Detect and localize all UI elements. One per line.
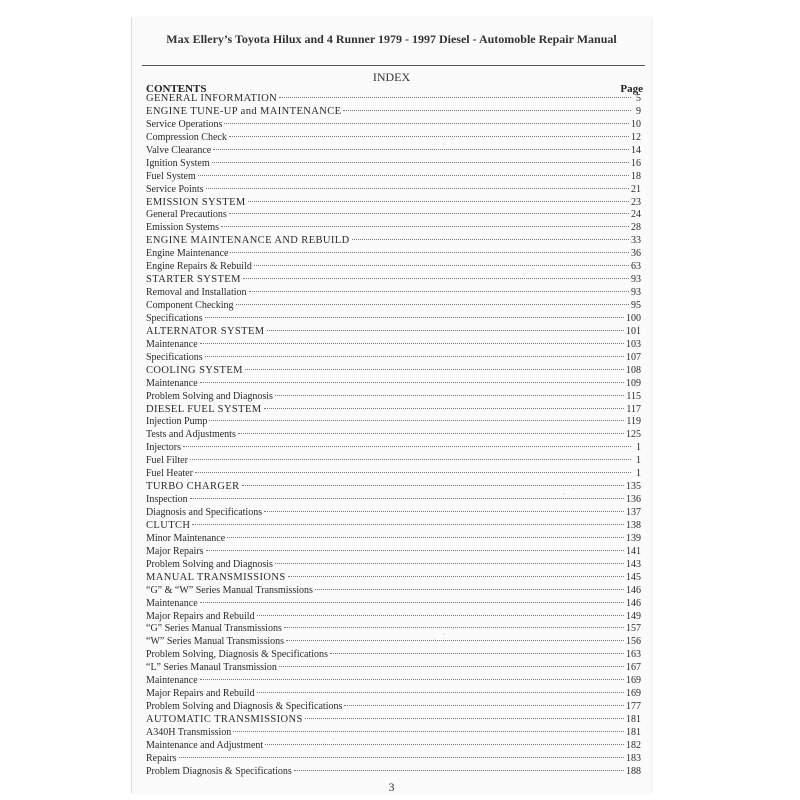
toc-entry-page: 145 xyxy=(626,571,641,583)
toc-entry-row xyxy=(146,416,641,429)
toc-entry-row xyxy=(146,649,641,662)
toc-entry-label: General Precautions xyxy=(146,209,227,221)
toc-entry-page: 16 xyxy=(631,157,641,169)
toc-entry-label: Repairs xyxy=(146,752,177,764)
dot-leader xyxy=(238,433,624,434)
toc-section-row xyxy=(146,404,641,417)
dot-leader xyxy=(343,110,631,111)
toc-entry-page: 125 xyxy=(626,429,641,441)
toc-entry-page: 28 xyxy=(631,222,641,234)
dot-leader xyxy=(221,226,629,227)
toc-entry-page: 103 xyxy=(626,338,641,350)
dot-leader xyxy=(344,705,624,706)
toc-entry-label: Inspection xyxy=(146,494,188,506)
page-number: 3 xyxy=(388,780,395,794)
toc-entry-label: Emission Systems xyxy=(146,222,220,234)
dot-leader xyxy=(200,679,624,680)
toc-entry-label: Problem Solving and Diagnosis xyxy=(146,390,273,402)
toc-entry-label: Engine Maintenance xyxy=(146,248,229,260)
toc-entry-label: Problem Solving and Diagnosis & Specifications xyxy=(146,701,343,713)
toc-entry-label: Maintenance xyxy=(146,338,198,350)
dot-leader xyxy=(243,278,629,279)
dot-leader xyxy=(206,550,625,551)
toc-entry-row xyxy=(146,209,641,222)
toc-entry-page: 63 xyxy=(631,261,641,273)
dot-leader xyxy=(205,317,624,318)
toc-entry-page: 18 xyxy=(631,170,641,182)
dot-leader xyxy=(275,395,624,396)
toc-entry-label: Major Repairs and Rebuild xyxy=(146,688,255,700)
dot-leader xyxy=(267,330,624,331)
toc-entry-page: 177 xyxy=(626,701,641,713)
manual-page xyxy=(131,18,651,793)
toc-entry-label: Fuel System xyxy=(146,170,196,182)
dot-leader xyxy=(288,576,624,577)
toc-entry-label: Major Repairs and Rebuild xyxy=(146,610,255,622)
toc-entry-row xyxy=(146,688,641,701)
watermark-pattern: · · · · · · · · · · · · · · · xyxy=(310,132,581,756)
toc-entry-page: 21 xyxy=(631,183,641,195)
dot-leader xyxy=(190,459,631,460)
toc-entry-page: 119 xyxy=(626,416,641,428)
dot-leader xyxy=(224,123,629,124)
toc-entry-label: “L” Series Manaul Transmission xyxy=(146,662,277,674)
toc-section-row xyxy=(146,481,641,494)
dot-leader xyxy=(230,252,629,253)
dot-leader xyxy=(305,718,624,719)
toc-entry-page: 95 xyxy=(631,300,641,311)
dot-leader xyxy=(242,485,624,486)
toc-section-row xyxy=(146,197,641,210)
toc-entry-page: 138 xyxy=(626,519,641,531)
toc-entry-label: Specifications xyxy=(146,312,203,324)
toc-entry-row xyxy=(146,662,641,675)
toc-entry-page: 36 xyxy=(631,248,641,260)
toc-entry-page: 139 xyxy=(626,532,641,544)
dot-leader xyxy=(279,666,624,667)
toc-entry-row xyxy=(146,701,641,714)
toc-entry-label: ENGINE TUNE-UP and MAINTENANCE xyxy=(146,105,342,117)
toc-entry-page: 101 xyxy=(626,325,641,337)
dot-leader xyxy=(229,136,629,137)
toc-entry-row xyxy=(146,391,641,404)
dot-leader xyxy=(200,343,624,344)
toc-entry-label: Maintenance xyxy=(146,675,198,687)
manual-title: Max Ellery’s Toyota Hilux and 4 Runner 1979 - 1997 Diesel - Automoble Repair Manual xyxy=(166,32,617,46)
toc-entry-row xyxy=(146,468,641,481)
toc-entry-page: 1 xyxy=(636,468,641,480)
toc-entry-label: Problem Solving and Diagnosis xyxy=(146,558,273,570)
toc-entry-row xyxy=(146,494,641,507)
toc-entry-label: Tests and Adjustments xyxy=(146,429,236,441)
toc-entry-page: 5 xyxy=(636,93,641,104)
dot-leader xyxy=(330,653,624,654)
toc-entry-label: Removal and Installation xyxy=(146,287,247,299)
dot-leader xyxy=(279,97,631,98)
dot-leader xyxy=(227,537,624,538)
toc-entry-page: 146 xyxy=(626,597,641,609)
dot-leader xyxy=(212,162,629,163)
toc-entry-row xyxy=(146,287,641,300)
dot-leader xyxy=(315,589,624,590)
toc-entry-label: Diagnosis and Specifications xyxy=(146,507,263,518)
toc-entry-page: 181 xyxy=(626,726,641,738)
dot-leader xyxy=(200,602,624,603)
toc-entry-page: 33 xyxy=(631,235,641,247)
dot-leader xyxy=(213,149,629,150)
toc-entry-label: Injectors xyxy=(146,442,181,454)
toc-entry-row xyxy=(146,636,641,649)
toc-section-row xyxy=(146,235,641,248)
toc-entry-row xyxy=(146,352,641,365)
toc-entry-row xyxy=(146,442,641,455)
dot-leader xyxy=(254,265,629,266)
toc-entry-row xyxy=(146,507,641,520)
table-of-contents xyxy=(146,93,641,779)
toc-entry-label: ALTERNATOR SYSTEM xyxy=(146,325,265,337)
toc-entry-row xyxy=(146,585,641,598)
toc-entry-page: 117 xyxy=(626,403,641,415)
toc-entry-row xyxy=(146,222,641,235)
toc-entry-page: 181 xyxy=(626,714,641,725)
toc-entry-row xyxy=(146,145,641,158)
toc-entry-page: 169 xyxy=(626,675,641,687)
dot-leader xyxy=(286,640,624,641)
toc-entry-row xyxy=(146,675,641,688)
toc-entry-page: 108 xyxy=(626,364,641,376)
toc-entry-page: 115 xyxy=(626,390,641,402)
toc-entry-row xyxy=(146,598,641,611)
toc-entry-label: A340H Transmission xyxy=(146,726,232,738)
toc-entry-label: Service Operations xyxy=(146,118,223,130)
toc-entry-page: 107 xyxy=(626,351,641,363)
toc-entry-page: 12 xyxy=(631,131,641,143)
dot-leader xyxy=(192,524,624,525)
dot-leader xyxy=(264,408,625,409)
toc-entry-label: COOLING SYSTEM xyxy=(146,364,243,376)
toc-entry-page: 146 xyxy=(626,584,641,596)
toc-entry-row xyxy=(146,158,641,171)
toc-entry-page: 188 xyxy=(626,765,641,777)
toc-section-row xyxy=(146,274,641,287)
toc-entry-page: 10 xyxy=(631,118,641,130)
toc-entry-label: MANUAL TRANSMISSIONS xyxy=(146,571,286,583)
toc-entry-row xyxy=(146,533,641,546)
dot-leader xyxy=(190,498,624,499)
toc-entry-label: ENGINE MAINTENANCE AND REBUILD xyxy=(146,235,350,247)
dot-leader xyxy=(209,420,624,421)
toc-entry-page: 1 xyxy=(636,442,641,454)
toc-entry-row xyxy=(146,339,641,352)
toc-entry-label: “W” Series Manual Transmissions xyxy=(146,636,285,648)
toc-entry-label: STARTER SYSTEM xyxy=(146,274,241,286)
toc-entry-label: “G” & “W” Series Manual Transmissions xyxy=(146,584,313,596)
dot-leader xyxy=(179,757,624,758)
toc-entry-page: 137 xyxy=(626,507,641,518)
toc-entry-row xyxy=(146,119,641,132)
toc-entry-row xyxy=(146,378,641,391)
dot-leader xyxy=(236,304,630,305)
toc-entry-page: 24 xyxy=(631,209,641,221)
dot-leader xyxy=(233,731,624,732)
header-divider xyxy=(142,65,645,66)
toc-entry-label: DIESEL FUEL SYSTEM xyxy=(146,403,262,415)
toc-entry-label: EMISSION SYSTEM xyxy=(146,196,246,208)
toc-entry-row xyxy=(146,429,641,442)
toc-entry-row xyxy=(146,740,641,753)
toc-section-row xyxy=(146,520,641,533)
dot-leader xyxy=(275,563,624,564)
dot-leader xyxy=(257,615,624,616)
toc-entry-row xyxy=(146,623,641,636)
dot-leader xyxy=(200,382,624,383)
toc-entry-label: Component Checking xyxy=(146,300,234,311)
toc-entry-page: 169 xyxy=(626,688,641,700)
toc-section-row xyxy=(146,326,641,339)
toc-entry-page: 14 xyxy=(631,144,641,156)
toc-entry-label: Fuel Filter xyxy=(146,455,188,467)
toc-entry-label: “G” Series Manual Transmissions xyxy=(146,623,282,635)
dot-leader xyxy=(249,291,629,292)
toc-entry-label: Problem Diagnosis & Specifications xyxy=(146,765,292,777)
toc-entry-label: Maintenance xyxy=(146,597,198,609)
dot-leader xyxy=(229,213,629,214)
toc-section-row xyxy=(146,572,641,585)
toc-entry-row xyxy=(146,611,641,624)
dot-leader xyxy=(284,627,624,628)
toc-entry-page: 136 xyxy=(626,494,641,506)
toc-entry-row xyxy=(146,248,641,261)
toc-entry-label: Compression Check xyxy=(146,131,227,143)
toc-entry-page: 93 xyxy=(631,274,641,286)
toc-section-row xyxy=(146,714,641,727)
toc-entry-row xyxy=(146,766,641,779)
toc-entry-row xyxy=(146,559,641,572)
toc-entry-row xyxy=(146,455,641,468)
page-column-header: Page xyxy=(620,83,643,95)
toc-entry-row xyxy=(146,727,641,740)
toc-entry-row xyxy=(146,171,641,184)
toc-entry-label: Ignition System xyxy=(146,157,210,169)
dot-leader xyxy=(205,356,624,357)
toc-entry-row xyxy=(146,300,641,313)
toc-entry-label: Maintenance xyxy=(146,377,198,389)
dot-leader xyxy=(257,692,624,693)
toc-entry-label: AUTOMATIC TRANSMISSIONS xyxy=(146,714,303,725)
toc-entry-page: 163 xyxy=(626,649,641,661)
toc-entry-page: 149 xyxy=(626,610,641,622)
toc-entry-row xyxy=(146,261,641,274)
toc-entry-page: 182 xyxy=(626,739,641,751)
dot-leader xyxy=(265,744,624,745)
dot-leader xyxy=(195,472,631,473)
toc-entry-page: 135 xyxy=(626,481,641,493)
toc-entry-label: Specifications xyxy=(146,351,203,363)
toc-entry-row xyxy=(146,132,641,145)
dot-leader xyxy=(352,239,629,240)
toc-entry-label: Major Repairs xyxy=(146,545,204,557)
dot-leader xyxy=(264,511,624,512)
dot-leader xyxy=(294,770,624,771)
toc-entry-page: 141 xyxy=(626,545,641,557)
toc-entry-page: 157 xyxy=(626,623,641,635)
dot-leader xyxy=(248,201,629,202)
toc-entry-page: 143 xyxy=(626,558,641,570)
toc-entry-page: 9 xyxy=(636,105,641,117)
toc-entry-label: TURBO CHARGER xyxy=(146,481,240,493)
toc-entry-row xyxy=(146,184,641,197)
dot-leader xyxy=(183,446,631,447)
toc-entry-row xyxy=(146,753,641,766)
toc-entry-label: Maintenance and Adjustment xyxy=(146,739,264,751)
toc-entry-label: Engine Repairs & Rebuild xyxy=(146,261,252,273)
toc-entry-label: Fuel Heater xyxy=(146,468,193,480)
toc-entry-page: 109 xyxy=(626,377,641,389)
toc-entry-page: 156 xyxy=(626,636,641,648)
toc-entry-row xyxy=(146,313,641,326)
toc-entry-row xyxy=(146,546,641,559)
toc-entry-page: 100 xyxy=(626,312,641,324)
toc-entry-page: 183 xyxy=(626,752,641,764)
toc-entry-label: CLUTCH xyxy=(146,519,191,531)
toc-entry-label: Injection Pump xyxy=(146,416,208,428)
toc-entry-page: 167 xyxy=(626,662,641,674)
toc-entry-label: GENERAL INFORMATION xyxy=(146,93,278,104)
toc-entry-label: Valve Clearance xyxy=(146,144,212,156)
toc-section-row xyxy=(146,365,641,378)
toc-entry-page: 23 xyxy=(631,196,641,208)
dot-leader xyxy=(198,175,629,176)
toc-entry-label: Service Points xyxy=(146,183,204,195)
toc-section-row xyxy=(146,93,641,106)
contents-column-header: CONTENTS xyxy=(146,83,207,95)
toc-section-row xyxy=(146,106,641,119)
index-heading: INDEX xyxy=(372,70,411,84)
toc-entry-label: Problem Solving, Diagnosis & Specifications xyxy=(146,649,328,661)
toc-entry-label: Minor Maintenance xyxy=(146,532,226,544)
toc-entry-page: 93 xyxy=(631,287,641,299)
toc-entry-page: 1 xyxy=(636,455,641,467)
dot-leader xyxy=(206,188,630,189)
dot-leader xyxy=(245,369,624,370)
